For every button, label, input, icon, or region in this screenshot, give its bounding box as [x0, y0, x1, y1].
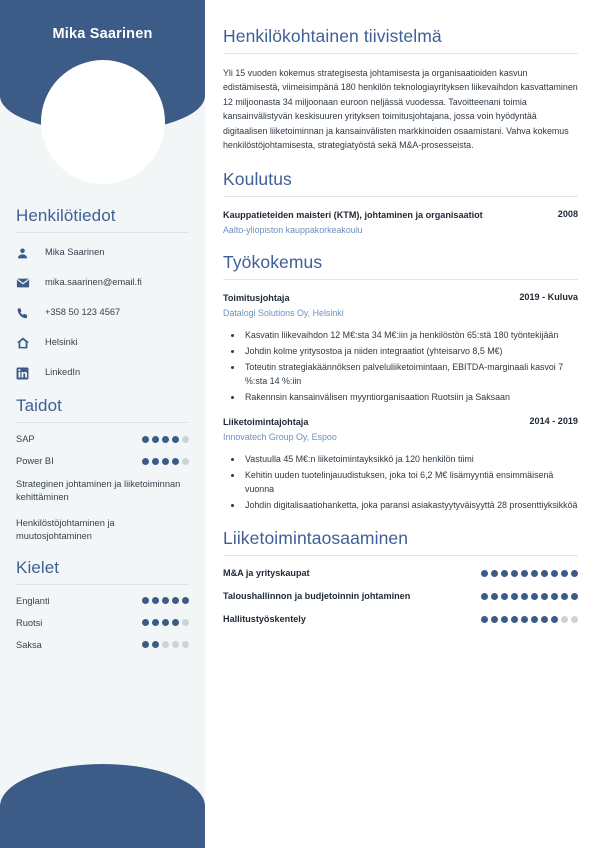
language-rating-dots [142, 641, 189, 648]
bullet-item: • Johdin kolme yritysostoa ja niiden integraatiot (yhteisarvo 8,5 M€) [243, 344, 578, 358]
dot-filled [491, 616, 498, 623]
section-title-languages: Kielet [16, 557, 60, 577]
contact-row-name [16, 244, 189, 262]
dot-filled [142, 641, 149, 648]
dot-filled [162, 436, 169, 443]
dot-empty [182, 619, 189, 626]
competency-rating-dots [481, 570, 578, 577]
envelope-icon [16, 274, 36, 292]
dot-filled [531, 570, 538, 577]
dot-empty [182, 641, 189, 648]
section-languages [16, 558, 189, 650]
competency-label: M&A ja yrityskaupat [223, 568, 310, 579]
contact-row-location [16, 334, 189, 352]
contact-row-linkedin[interactable] [16, 364, 189, 382]
bullet-item: • Rakennsin kansainvälisen myyntiorganisaation Ruotsiin ja Saksaan [243, 390, 578, 404]
experience-bullets [243, 452, 578, 512]
summary-text: Yli 15 vuoden kokemus strategisesta johtamisesta ja organisaatioiden kasvun edistämisestä, viimeisimpänä 180 henkilön teknologiayrityksen liikevaihdon kasvattaminen 12 miljoonasta 34 miljoonaan euroon neljässä vuodessa. Tavoitteenani toimia kansainvälistyvän keskisuuren yrityksen toimitusjohtajana, jossa voin hyödyntää digitaalisen liiketoiminnan ja kansainvälisten markkinoiden osaamistani. Vahva kokemus henkilöstöjohtamisesta, strategiatyöstä sekä M&A-prosesseista. [223, 68, 578, 151]
competency-row [223, 614, 578, 624]
contact-name-text: Mika Saarinen [45, 247, 105, 258]
section-title-competencies: Liiketoimintaosaaminen [223, 528, 409, 549]
dot-filled [571, 570, 578, 577]
dot-empty [162, 641, 169, 648]
skill-text-item: Henkilöstöjohtaminen ja muutosjohtaminen [16, 517, 115, 542]
section-skills [16, 396, 189, 544]
person-icon [16, 244, 36, 262]
bullet-item: • Vastuulla 45 M€:n liiketoimintayksikkö ja 120 henkilön tiimi [243, 452, 578, 466]
dot-filled [511, 570, 518, 577]
sidebar-content [0, 206, 205, 650]
dot-filled [561, 570, 568, 577]
divider [223, 279, 578, 280]
dot-filled [501, 570, 508, 577]
experience-role: Toimitusjohtaja [223, 293, 290, 304]
competency-label: Hallitustyöskentely [223, 614, 306, 625]
experience-org: Datalogi Solutions Oy, Helsinki [223, 308, 344, 319]
dot-filled [511, 616, 518, 623]
dot-filled [152, 619, 159, 626]
dot-filled [521, 593, 528, 600]
education-date: 2008 [557, 208, 578, 219]
experience-bullets [243, 328, 578, 404]
education-degree: Kauppatieteiden maisteri (KTM), johtaminen ja organisaatiot [223, 209, 483, 220]
contact-phone-text: +358 50 123 4567 [45, 307, 121, 318]
dot-empty [571, 616, 578, 623]
dot-empty [182, 458, 189, 465]
skill-rating-dots [142, 458, 189, 465]
sidebar-footer-banner [0, 764, 205, 848]
language-label: Englanti [16, 595, 50, 606]
dot-filled [541, 616, 548, 623]
dot-filled [172, 458, 179, 465]
dot-filled [551, 570, 558, 577]
dot-filled [521, 570, 528, 577]
experience-entry-head [223, 292, 578, 305]
dot-filled [152, 436, 159, 443]
dot-empty [172, 641, 179, 648]
competency-row [223, 591, 578, 601]
experience-entry-head [223, 416, 578, 429]
skill-label: Power BI [16, 456, 54, 466]
linkedin-icon [16, 364, 36, 382]
language-row [16, 640, 189, 650]
contact-row-email[interactable] [16, 274, 189, 292]
experience-org: Innovatech Group Oy, Espoo [223, 432, 337, 443]
section-competencies [223, 528, 578, 624]
home-icon [16, 334, 36, 352]
experience-date: 2019 - Kuluva [519, 292, 578, 303]
dot-filled [541, 570, 548, 577]
competency-label: Taloushallinnon ja budjetoinnin johtaminen [223, 591, 411, 602]
dot-filled [172, 597, 179, 604]
bullet-item: • Kasvatin liikevaihdon 12 M€:sta 34 M€:iin ja henkilöstön 65:stä 180 työntekijään [243, 328, 578, 342]
divider [16, 232, 189, 233]
dot-filled [491, 570, 498, 577]
dot-filled [561, 593, 568, 600]
dot-filled [172, 619, 179, 626]
bullet-item: • Johdin digitalisaatiohanketta, joka paransi asiakastyytyväisyyttä 28 prosenttiyksikköä [243, 498, 578, 512]
skill-label: SAP [16, 434, 35, 444]
competency-rating-dots [481, 616, 578, 623]
dot-filled [571, 593, 578, 600]
dot-filled [541, 593, 548, 600]
section-title-experience: Työkokemus [223, 252, 323, 273]
dot-filled [142, 597, 149, 604]
dot-filled [481, 570, 488, 577]
language-label: Ruotsi [16, 617, 43, 628]
dot-filled [162, 597, 169, 604]
dot-filled [142, 619, 149, 626]
language-rating-dots [142, 597, 189, 604]
dot-filled [152, 597, 159, 604]
section-title-summary: Henkilökohtainen tiivistelmä [223, 26, 442, 46]
experience-date: 2014 - 2019 [529, 416, 578, 427]
dot-filled [152, 641, 159, 648]
bullet-item: • Kehitin uuden tuotelinjauudistuksen, joka toi 6,2 M€ lisämyyntiä ensimmäisenä vuonna [243, 468, 578, 496]
dot-filled [162, 458, 169, 465]
dot-filled [172, 436, 179, 443]
divider [223, 555, 578, 556]
avatar [41, 60, 165, 184]
language-label: Saksa [16, 639, 42, 650]
education-school: Aalto-yliopiston kauppakorkeakoulu [223, 224, 363, 235]
contact-email-text: mika.saarinen@email.fi [45, 277, 142, 288]
dot-filled [152, 458, 159, 465]
dot-filled [481, 593, 488, 600]
skill-row [16, 456, 189, 466]
dot-filled [501, 593, 508, 600]
dot-filled [481, 616, 488, 623]
phone-icon [16, 304, 36, 322]
section-title-skills: Taidot [16, 396, 62, 415]
dot-filled [551, 616, 558, 623]
language-row [16, 596, 189, 606]
dot-filled [142, 436, 149, 443]
divider [16, 422, 189, 423]
skill-text-item: Strateginen johtaminen ja liiketoiminnan kehittäminen [16, 479, 181, 503]
dot-filled [521, 616, 528, 623]
dot-filled [491, 593, 498, 600]
dot-empty [182, 436, 189, 443]
dot-filled [142, 458, 149, 465]
candidate-name: Mika Saarinen [52, 26, 153, 42]
divider [223, 196, 578, 197]
section-personal-info [16, 206, 189, 382]
dot-filled [501, 616, 508, 623]
experience-entry [223, 292, 578, 404]
competency-rating-dots [481, 593, 578, 600]
section-title-personal-info: Henkilötiedot [16, 206, 116, 225]
divider [223, 53, 578, 54]
sidebar [0, 0, 205, 848]
section-education [223, 169, 578, 237]
dot-filled [162, 619, 169, 626]
skill-rating-dots [142, 436, 189, 443]
experience-role: Liiketoimintajohtaja [223, 417, 309, 428]
skill-row [16, 434, 189, 444]
education-entry [223, 209, 578, 237]
dot-filled [511, 593, 518, 600]
dot-empty [561, 616, 568, 623]
bullet-item: • Toteutin strategiakäännöksen palveluliiketoimintaan, EBITDA-marginaali kasvoi 7 %:sta 14 %:iin [243, 360, 578, 388]
dot-filled [531, 593, 538, 600]
section-experience [223, 252, 578, 512]
dot-filled [531, 616, 538, 623]
section-title-education: Koulutus [223, 168, 292, 189]
language-row [16, 618, 189, 628]
dot-filled [551, 593, 558, 600]
divider [16, 584, 189, 585]
contact-row-phone[interactable] [16, 304, 189, 322]
education-entry-head [223, 209, 578, 222]
main-content [205, 0, 600, 848]
dot-filled [182, 597, 189, 604]
experience-entry [223, 416, 578, 512]
contact-linkedin-text: LinkedIn [45, 367, 81, 378]
contact-location-text: Helsinki [45, 337, 78, 348]
language-rating-dots [142, 619, 189, 626]
section-summary [223, 26, 578, 153]
competency-row [223, 568, 578, 578]
